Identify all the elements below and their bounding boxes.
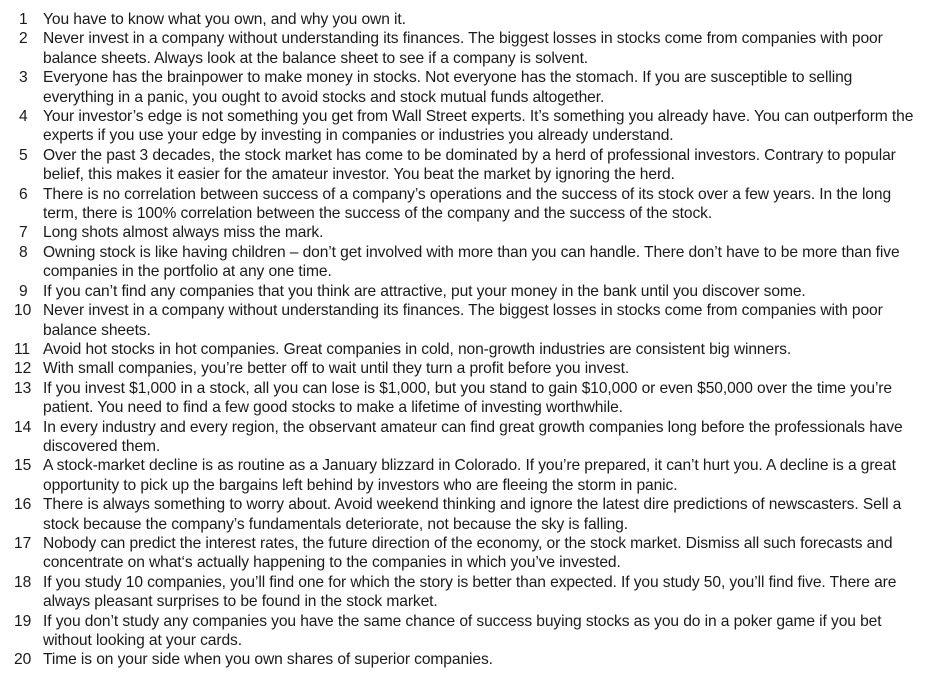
list-item	[14, 650, 926, 669]
item-text: There is no correlation between success of a company’s operations and the success of its stock over a few years. In the long term, there is 100% correlation between the success of the company and the success of the stock.	[43, 185, 892, 223]
item-number: 18	[14, 573, 32, 591]
list-item	[14, 340, 926, 359]
list-item	[14, 573, 926, 612]
item-text: You have to know what you own, and why you own it.	[43, 11, 406, 28]
item-number: 13	[14, 379, 32, 397]
list-item	[14, 68, 926, 107]
item-text: Over the past 3 decades, the stock market has come to be dominated by a herd of professional investors. Contrary to popular belief, this makes it easier for the amateur investor. You beat the market by ignoring the herd.	[43, 146, 896, 184]
item-number: 10	[14, 302, 32, 320]
list-item	[14, 418, 926, 457]
list-item	[14, 243, 926, 282]
item-number: 8	[19, 243, 28, 261]
item-text: With small companies, you’re better off to wait until they turn a profit before you invest.	[43, 360, 630, 378]
list-item	[14, 10, 926, 29]
item-text: Your investor’s edge is not something you get from Wall Street experts. It’s something you already have. You can outperform the experts if you use your edge by investing in companies or industries you already understand.	[43, 108, 914, 145]
item-number: 3	[19, 69, 28, 87]
item-number: 5	[19, 146, 28, 164]
item-number: 19	[14, 612, 32, 630]
list-item	[14, 223, 926, 242]
item-text: Nobody can predict the interest rates, the future direction of the economy, or the stock market. Dismiss all such forecasts and concentrate on what‘s actually happening to the companies in which you’ve invested.	[43, 534, 893, 572]
list-item	[14, 185, 926, 224]
list-item	[14, 612, 926, 651]
item-number: 7	[19, 224, 28, 242]
rules-list	[14, 10, 926, 670]
list-item	[14, 379, 926, 418]
list-item	[14, 29, 926, 68]
item-text: If you study 10 companies, you’ll find one for which the story is better than expected. If you study 50, you’ll find five. There are always pleasant surprises to be found in the stock market.	[43, 573, 897, 611]
item-number: 14	[14, 418, 32, 436]
item-text: In every industry and every region, the observant amateur can find great growth companies long before the professionals have discovered them.	[43, 418, 903, 455]
item-text: Owning stock is like having children – don’t get involved with more than you can handle. There don’t have to be more than five companies in the portfolio at any one time.	[43, 243, 900, 281]
list-item	[14, 495, 926, 534]
item-number: 20	[14, 651, 32, 669]
list-item	[14, 146, 926, 185]
item-text: If you don’t study any companies you have the same chance of success buying stocks as you do in a poker game if you bet without looking at your cards.	[43, 612, 882, 649]
item-number: 1	[19, 11, 28, 28]
item-text: There is always something to worry about. Avoid weekend thinking and ignore the latest dire predictions of newscasters. Sell a stock because the company’s fundamentals deteriorate, not because the sky is falling.	[43, 496, 902, 533]
item-number: 17	[14, 534, 32, 552]
list-item	[14, 301, 926, 340]
item-text: Avoid hot stocks in hot companies. Great companies in cold, non-growth industries are consistent big winners.	[43, 340, 792, 358]
item-text: Everyone has the brainpower to make money in stocks. Not everyone has the stomach. If you are susceptible to selling everything in a panic, you ought to avoid stocks and stock mutual funds altogether.	[43, 69, 853, 106]
list-item	[14, 456, 926, 495]
item-text: Never invest in a company without understanding its finances. The biggest losses in stocks come from companies with poor balance sheets.	[43, 302, 883, 339]
item-number: 2	[19, 30, 28, 48]
item-number: 12	[14, 360, 32, 378]
item-text: If you invest $1,000 in a stock, all you can lose is $1,000, but you stand to gain $10,000 or even $50,000 over the time you’re patient. You need to find a few good stocks to make a lifetime of investing worthwhile.	[43, 379, 892, 417]
list-item	[14, 107, 926, 146]
item-text: Never invest in a company without understanding its finances. The biggest losses in stocks come from companies with poor balance sheets. Always look at the balance sheet to see if a company is solvent.	[43, 30, 883, 67]
item-number: 9	[19, 282, 28, 300]
item-number: 6	[19, 185, 28, 203]
item-number: 11	[14, 340, 30, 358]
list-item	[14, 534, 926, 573]
item-text: A stock-market decline is as routine as a January blizzard in Colorado. If you’re prepared, it can’t hurt you. A decline is a great opportunity to pick up the bargains left behind by investors who are fleeing the storm in panic.	[43, 457, 896, 494]
list-item	[14, 359, 926, 378]
item-number: 15	[14, 457, 32, 475]
item-number: 4	[19, 108, 28, 126]
list-item	[14, 282, 926, 301]
item-text: Time is on your side when you own shares of superior companies.	[43, 651, 493, 669]
item-text: Long shots almost always miss the mark.	[43, 224, 324, 242]
item-text: If you can’t find any companies that you think are attractive, put your money in the bank until you discover some.	[43, 282, 806, 300]
item-number: 16	[14, 496, 32, 514]
